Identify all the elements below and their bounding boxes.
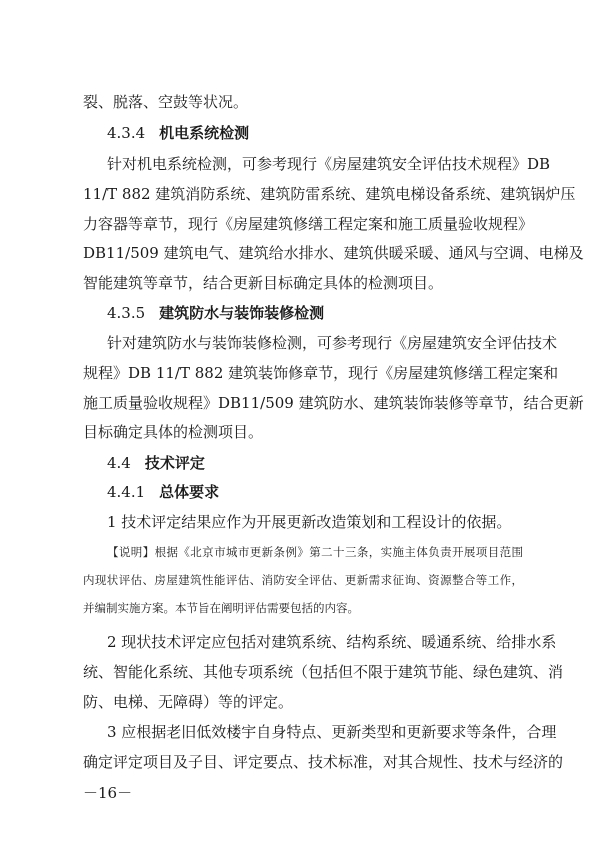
paragraph-line: 防、电梯、无障碍）等的评定。 (83, 693, 294, 711)
section-heading-4-4 (107, 453, 205, 473)
paragraph-line: 统、智能化系统、其他专项系统（包括但不限于建筑节能、绿色建筑、消 (83, 663, 564, 681)
section-heading-4-3-4 (107, 123, 249, 143)
paragraph-line: 智能建筑等章节，结合更新目标确定具体的检测项目。 (83, 274, 444, 292)
paragraph-line: 针对机电系统检测，可参考现行《房屋建筑安全评估技术规程》DB (107, 155, 551, 173)
paragraph-line: 规程》DB 11/T 882 建筑装饰修章节，现行《房屋建筑修缮工程定案和 (83, 364, 559, 382)
paragraph-line: 确定评定项目及子目、评定要点、技术标准，对其合规性、技术与经济的 (83, 753, 564, 771)
paragraph-line: 目标确定具体的检测项目。 (83, 423, 264, 441)
section-heading-4-4-1 (107, 482, 219, 502)
list-item-1: 1 技术评定结果应作为开展更新改造策划和工程设计的依据。 (107, 513, 512, 531)
paragraph-line: 力容器等章节，现行《房屋建筑修缮工程定案和施工质量验收规程》 (83, 215, 534, 233)
section-title: 建筑防水与装饰装修检测 (159, 304, 325, 322)
note-line: 并编制实施方案。本节旨在阐明评估需要包括的内容。 (83, 601, 359, 615)
section-title: 机电系统检测 (159, 124, 250, 142)
section-number: 4.3.4 (107, 124, 146, 142)
paragraph-line: DB11/509 建筑电气、建筑给水排水、建筑供暖采暖、通风与空调、电梯及 (83, 244, 584, 262)
section-number: 4.4.1 (107, 483, 146, 501)
section-heading-4-3-5 (107, 303, 324, 323)
note-line: 内现状评估、房屋建筑性能评估、消防安全评估、更新需求征询、资源整合等工作， (83, 573, 523, 587)
section-title: 技术评定 (144, 454, 205, 472)
section-number: 4.4 (107, 454, 131, 472)
page-number: －16－ (83, 784, 133, 802)
section-number: 4.3.5 (107, 304, 146, 322)
section-title: 总体要求 (159, 483, 220, 501)
note-line: 【说明】根据《北京市城市更新条例》第二十三条，实施主体负责开展项目范围 (107, 545, 523, 559)
paragraph-line: 施工质量验收规程》DB11/509 建筑防水、建筑装饰装修等章节，结合更新 (83, 394, 584, 412)
paragraph-line: 裂、脱落、空鼓等状况。 (83, 93, 249, 111)
paragraph-line: 11/T 882 建筑消防系统、建筑防雷系统、建筑电梯设备系统、建筑锅炉压 (83, 185, 576, 203)
list-item-3: 3 应根据老旧低效楼宇自身特点、更新类型和更新要求等条件，合理 (107, 723, 557, 741)
paragraph-line: 针对建筑防水与装饰装修检测，可参考现行《房屋建筑安全评估技术 (107, 334, 558, 352)
list-item-2: 2 现状技术评定应包括对建筑系统、结构系统、暖通系统、给排水系 (107, 633, 557, 651)
